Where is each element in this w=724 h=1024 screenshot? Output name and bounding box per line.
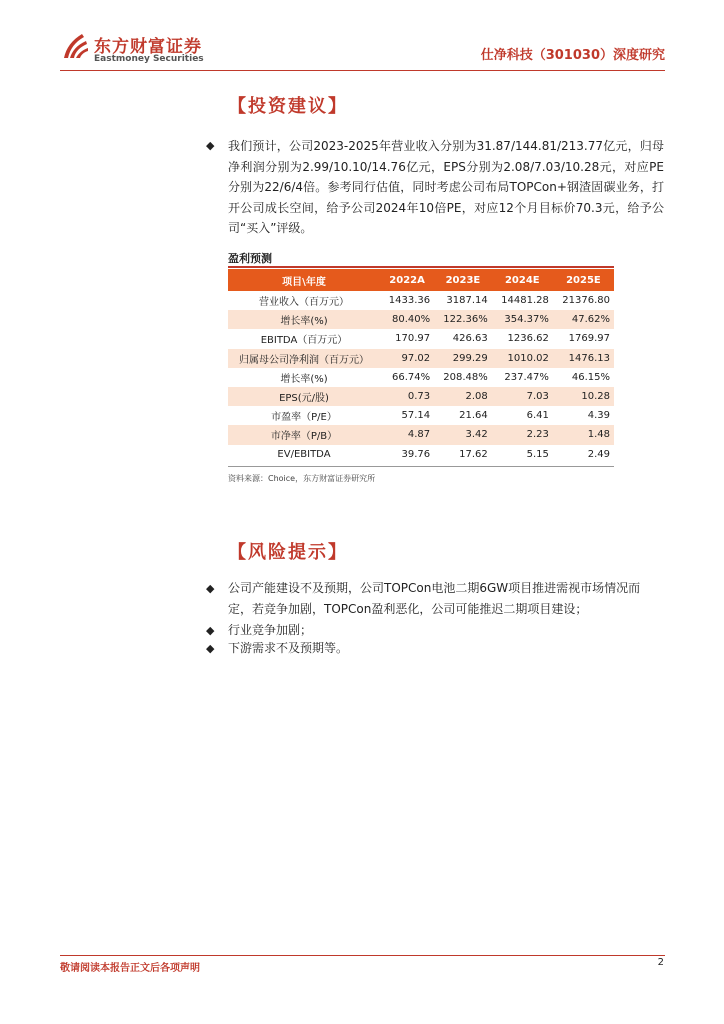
cell: 80.40%: [380, 310, 434, 329]
cell: 3187.14: [446, 295, 488, 307]
investment-advice-title: 【投资建议】: [228, 96, 348, 117]
cell: 1769.97: [568, 333, 610, 345]
cell: 299.29: [434, 349, 492, 368]
brand-name-en: Eastmoney Securities: [94, 54, 204, 64]
header-item-year: 项目\年度: [228, 269, 380, 291]
table-row: [228, 445, 614, 464]
row-label: 归属母公司净利润（百万元）: [228, 349, 380, 368]
risk-warning-title: 【风险提示】: [228, 542, 348, 563]
risk-item-text: 公司产能建设不及预期，公司TOPCon电池二期6GW项目推进需视市场情况而定，若竞争加剧，TOPCon盈利恶化，公司可能推迟二期项目建设；: [228, 581, 641, 616]
table-row: [228, 291, 614, 310]
cell: 4.39: [587, 410, 610, 422]
page-number: 2: [657, 957, 664, 968]
table-row: [228, 406, 614, 425]
row-label: 营业收入（百万元）: [259, 297, 349, 309]
earnings-forecast-table: [228, 269, 614, 464]
table-row: [228, 310, 614, 329]
cell: 0.73: [380, 387, 434, 406]
cell: 1476.13: [553, 349, 614, 368]
header-divider: [60, 70, 665, 71]
row-label: EPS(元/股): [228, 387, 380, 406]
cell: 6.41: [526, 410, 549, 422]
risk-item-text: 行业竞争加剧；: [228, 623, 313, 637]
cell: 1010.02: [492, 349, 553, 368]
footer-divider: [60, 955, 665, 956]
cell: 66.74%: [392, 371, 431, 383]
header-2022a: 2022A: [380, 269, 434, 291]
risk-item-text: 下游需求不及预期等。: [228, 641, 349, 655]
row-label: 增长率(%): [280, 373, 328, 385]
risk-item: [206, 638, 664, 659]
eastmoney-logo-icon: [60, 30, 90, 62]
cell: 170.97: [395, 333, 431, 345]
cell: 21376.80: [562, 295, 610, 307]
cell: 47.62%: [553, 310, 614, 329]
table-row: [228, 329, 614, 348]
row-label: 增长率(%): [228, 310, 380, 329]
cell: 1.48: [553, 425, 614, 444]
diamond-bullet-icon: ◆: [206, 582, 215, 595]
brand-name-cn: 东方财富证券: [94, 37, 202, 57]
forecast-table-title: 盈利预测: [228, 252, 272, 265]
cell: 3.42: [434, 425, 492, 444]
risk-item: [206, 578, 664, 620]
row-label: EV/EBITDA: [277, 448, 331, 460]
table-top-rule: [228, 266, 614, 268]
cell: 21.64: [459, 410, 488, 422]
row-label: 市净率（P/B）: [228, 425, 380, 444]
cell: 97.02: [380, 349, 434, 368]
cell: 5.15: [526, 448, 549, 460]
table-row: [228, 368, 614, 387]
diamond-bullet-icon: ◆: [206, 624, 215, 637]
footer-disclaimer: 敬请阅读本报告正文后各项声明: [60, 963, 200, 974]
header-2024e: 2024E: [492, 269, 553, 291]
cell: 208.48%: [443, 371, 488, 383]
table-bottom-rule: [228, 466, 614, 467]
investment-advice-text: 我们预计，公司2023-2025年营业收入分别为31.87/144.81/213.77亿元，归母净利润分别为2.99/10.10/14.76亿元，EPS分别为2.08/7.03/10.28元，对应PE分别为22/6/4倍。参考同行估值，同时考虑公司布局TOPCon+钢渣固碳业务，打开公司成长空间，给予公司2024年10倍PE，对应12个月目标价70.3元，给予公司“买入”评级。: [228, 139, 664, 235]
cell: 237.47%: [504, 371, 549, 383]
cell: 1433.36: [388, 295, 431, 307]
table-header-row: [228, 269, 614, 291]
cell: 57.14: [401, 410, 431, 422]
table-row: [228, 349, 614, 368]
cell: 17.62: [459, 448, 488, 460]
cell: 46.15%: [571, 371, 610, 383]
cell: 14481.28: [501, 295, 549, 307]
cell: 2.49: [587, 448, 610, 460]
page-header: [60, 30, 665, 70]
cell: 122.36%: [434, 310, 492, 329]
cell: 2.08: [434, 387, 492, 406]
cell: 39.76: [401, 448, 431, 460]
row-label: 市盈率（P/E）: [271, 412, 337, 424]
table-row: [228, 425, 614, 444]
investment-advice-paragraph: [206, 136, 664, 239]
diamond-bullet-icon: ◆: [206, 642, 215, 655]
row-label: EBITDA（百万元）: [260, 335, 348, 347]
cell: 426.63: [452, 333, 488, 345]
cell: 1236.62: [507, 333, 549, 345]
cell: 4.87: [380, 425, 434, 444]
cell: 7.03: [492, 387, 553, 406]
cell: 10.28: [553, 387, 614, 406]
diamond-bullet-icon: ◆: [206, 139, 215, 152]
report-title: 仕净科技（301030）深度研究: [480, 48, 665, 63]
header-2025e: 2025E: [553, 269, 614, 291]
cell: 2.23: [492, 425, 553, 444]
table-source-note: 资料来源：Choice，东方财富证券研究所: [228, 474, 376, 483]
cell: 354.37%: [492, 310, 553, 329]
header-2023e: 2023E: [434, 269, 492, 291]
table-row: [228, 387, 614, 406]
